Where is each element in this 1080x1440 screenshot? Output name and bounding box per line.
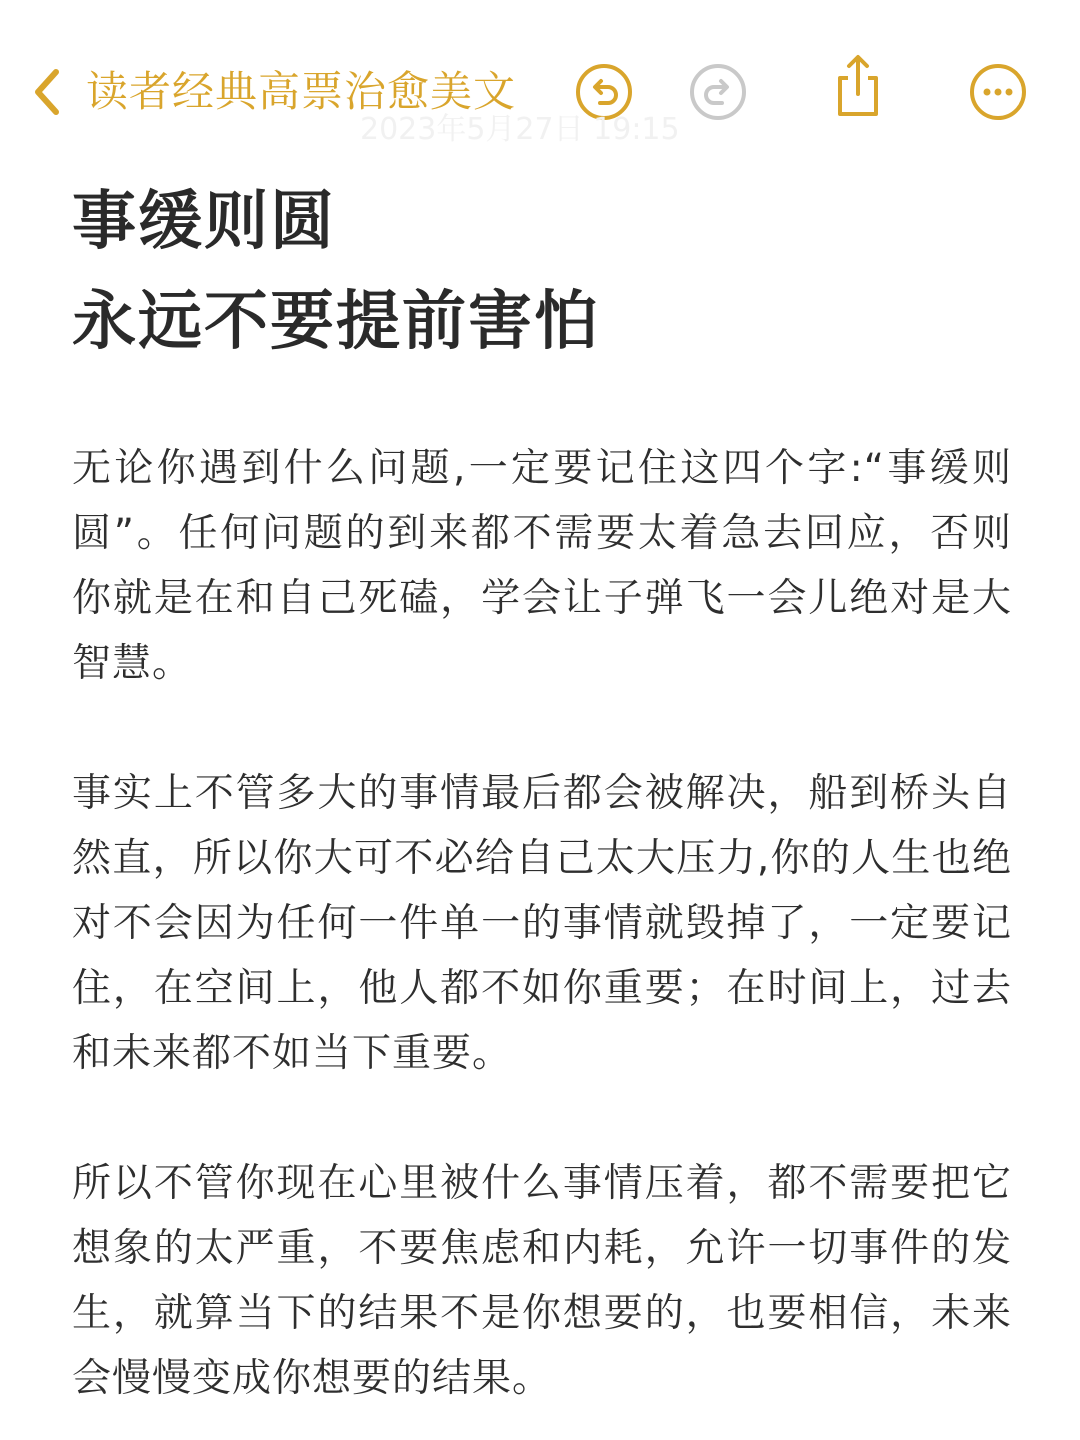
note-paragraph: 事实上不管多大的事情最后都会被解决，船到桥头自然直，所以你大可不必给自己太大压力,你的人生也绝对不会因为任何一件单一的事情就毁掉了，一定要记住，在空间上，他人都不如你重要；在时间上，过去和未来都不如当下重要。 (72, 771, 1012, 1076)
redo-button[interactable] (688, 62, 748, 122)
note-paragraph: 所以不管你现在心里被什么事情压着，都不需要把它想象的太严重，不要焦虑和内耗，允许一切事件的发生，就算当下的结果不是你想要的，也要相信，未来会慢慢变成你想要的结果。 (72, 1161, 1012, 1401)
note-paragraph: 无论你遇到什么问题,一定要记住这四个字:“事缓则圆”。任何问题的到来都不需要太着急去回应，否则你就是在和自己死磕，学会让子弹飞一会儿绝对是大智慧。 (72, 446, 1012, 686)
note-title-line: 事缓则圆 (72, 185, 336, 259)
share-icon (828, 52, 888, 120)
note-date: 2023年5月27日 19:15 (360, 112, 680, 147)
more-icon (968, 62, 1028, 122)
note-body[interactable] (72, 436, 1012, 1411)
redo-icon (688, 62, 748, 122)
note-title-line: 永远不要提前害怕 (72, 285, 600, 359)
note-title[interactable] (72, 172, 1012, 372)
chevron-left-icon (30, 66, 64, 118)
back-button-label: 读者经典高票治愈美文 (86, 67, 517, 116)
more-options-button[interactable] (968, 62, 1028, 122)
share-button[interactable] (828, 56, 888, 116)
